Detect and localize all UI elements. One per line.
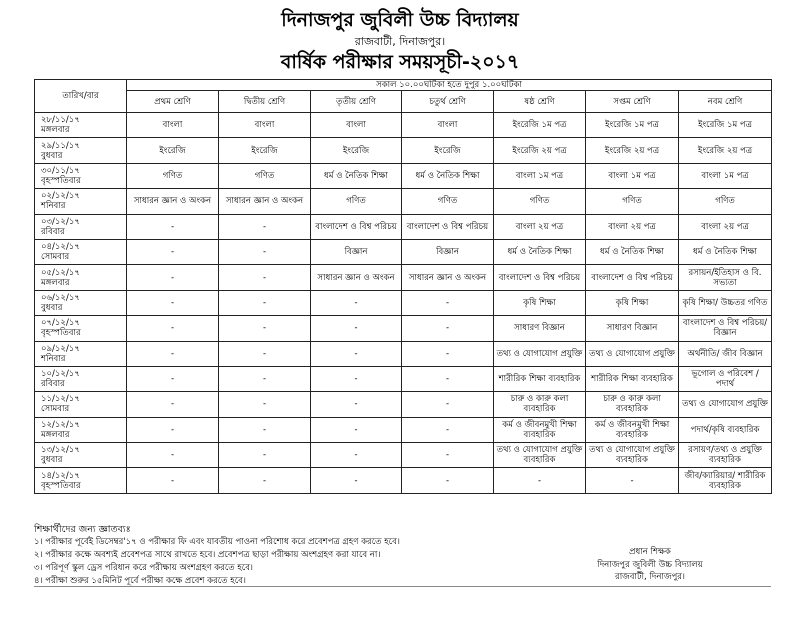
subject-cell: তথ্য ও যোগাযোগ প্রযুক্তি ব্যবহারিক <box>494 443 586 468</box>
exam-date: ০৭/১২/১৭ <box>41 318 80 329</box>
subject-cell: - <box>494 468 586 493</box>
subject-cell: সাধারন জ্ঞান ও অংকন <box>127 189 219 214</box>
subject-cell: বাংলাদেশ ও বিশ্ব পরিচয় <box>402 214 494 239</box>
subject-cell: - <box>127 341 219 366</box>
page-title: বার্ষিক পরীক্ষার সময়সূচী-২০১৭ <box>280 51 520 73</box>
exam-date: ০৬/১২/১৭ <box>41 292 80 303</box>
table-row <box>35 366 772 391</box>
table-row <box>35 239 772 264</box>
divider <box>34 586 771 587</box>
subject-cell: - <box>402 392 494 417</box>
subject-cell: - <box>219 366 311 391</box>
subject-cell: সাধারণ বিজ্ঞান <box>586 316 679 341</box>
subject-cell: - <box>219 417 311 442</box>
subject-cell: - <box>127 316 219 341</box>
table-row <box>35 341 772 366</box>
exam-date: ১১/১২/১৭ <box>41 394 80 405</box>
signature-address: রাজবাটী, দিনাজপুর। <box>615 572 685 582</box>
subject-cell: গণিত <box>586 189 679 214</box>
subject-cell: জীব/ক্যারিয়ার/ শারীরিক ব্যবহারিক <box>679 468 772 493</box>
date-cell <box>35 417 127 442</box>
subject-cell: - <box>311 392 402 417</box>
subject-cell: শারীরিক শিক্ষা ব্যবহারিক <box>494 366 586 391</box>
date-cell <box>35 163 127 188</box>
subject-cell: - <box>127 366 219 391</box>
subject-cell: ইংরেজি ১ম পত্র <box>494 113 586 138</box>
subject-cell: বাংলা <box>127 113 219 138</box>
subject-cell: - <box>127 290 219 315</box>
subject-cell: তথ্য ও যোগাযোগ প্রযুক্তি ব্যবহারিক <box>586 443 679 468</box>
subject-cell: তথ্য ও যোগাযোগ প্রযুক্তি <box>586 341 679 366</box>
subject-cell: কৃষি শিক্ষা/ উচ্চতর গণিত <box>679 290 772 315</box>
date-cell <box>35 265 127 290</box>
date-cell <box>35 138 127 163</box>
table-row <box>35 214 772 239</box>
subject-cell: অর্থনীতি/ জীব বিজ্ঞান <box>679 341 772 366</box>
subject-cell: ধর্ম ও নৈতিক শিক্ষা <box>402 163 494 188</box>
subject-cell: - <box>127 417 219 442</box>
subject-cell: - <box>402 316 494 341</box>
table-row <box>35 443 772 468</box>
class-header-row <box>35 91 772 113</box>
subject-cell: - <box>311 316 402 341</box>
subject-cell: ধর্ম ও নৈতিক শিক্ষা <box>586 239 679 264</box>
subject-cell: বাংলা <box>311 113 402 138</box>
subject-cell: সাধারন জ্ঞান ও অংকন <box>219 189 311 214</box>
subject-cell: - <box>127 214 219 239</box>
subject-cell: বাংলাদেশ ও বিশ্ব পরিচয় <box>311 214 402 239</box>
table-row <box>35 392 772 417</box>
exam-date: ০৫/১২/১৭ <box>41 267 80 278</box>
exam-day: বুধবার <box>41 150 63 161</box>
subject-cell: গণিত <box>679 189 772 214</box>
exam-day: রবিবার <box>41 379 65 390</box>
signature-role: প্রধান শিক্ষক <box>629 547 671 557</box>
subject-cell: - <box>402 341 494 366</box>
exam-day: মঙ্গলবার <box>41 429 70 440</box>
exam-day: বৃহস্পতিবার <box>41 175 81 186</box>
subject-cell: বাংলা ২য় পত্র <box>494 214 586 239</box>
class-header: চতুর্থ শ্রেণি <box>402 91 494 113</box>
subject-cell: গণিত <box>494 189 586 214</box>
exam-schedule-table <box>34 79 772 494</box>
exam-date: ০৩/১২/১৭ <box>41 216 80 227</box>
date-cell <box>35 316 127 341</box>
subject-cell: - <box>402 366 494 391</box>
subject-cell: - <box>127 443 219 468</box>
subject-cell: - <box>311 443 402 468</box>
subject-cell: ইংরেজি ১ম পত্র <box>679 113 772 138</box>
subject-cell: - <box>311 468 402 493</box>
subject-cell: বাংলা ২য় পত্র <box>679 214 772 239</box>
subject-cell: পদার্থ/কৃষি ব্যবহারিক <box>679 417 772 442</box>
class-header: তৃতীয় শ্রেণি <box>311 91 402 113</box>
table-row <box>35 290 772 315</box>
signature-block <box>560 546 740 584</box>
exam-date: ২৮/১১/১৭ <box>41 115 80 126</box>
subject-cell: ধর্ম ও নৈতিক শিক্ষা <box>679 239 772 264</box>
date-cell <box>35 113 127 138</box>
subject-cell: ইংরেজি <box>219 138 311 163</box>
date-cell <box>35 392 127 417</box>
subject-cell: - <box>219 443 311 468</box>
subject-cell: রসায়ণ/তথ্য ও প্রযুক্তি ব্যবহারিক <box>679 443 772 468</box>
subject-cell: - <box>127 392 219 417</box>
subject-cell: ইংরেজি ২য় পত্র <box>679 138 772 163</box>
subject-cell: চারু ও কারু কলা ব্যবহারিক <box>586 392 679 417</box>
subject-cell: তথ্য ও যোগাযোগ প্রযুক্তি <box>679 392 772 417</box>
table-row <box>35 265 772 290</box>
table-row <box>35 417 772 442</box>
subject-cell: বাংলা ১ম পত্র <box>586 163 679 188</box>
subject-cell: ধর্ম ও নৈতিক শিক্ষা <box>311 163 402 188</box>
school-name: দিনাজপুর জুবিলী উচ্চ বিদ্যালয় <box>281 9 519 31</box>
table-row <box>35 316 772 341</box>
date-cell <box>35 239 127 264</box>
subject-cell: - <box>219 290 311 315</box>
subject-cell: কর্ম ও জীবনমুখী শিক্ষা ব্যবহারিক <box>494 417 586 442</box>
subject-cell: কৃষি শিক্ষা <box>494 290 586 315</box>
subject-cell: - <box>311 341 402 366</box>
class-header: দ্বিতীয় শ্রেণি <box>219 91 311 113</box>
school-address: রাজবাটী, দিনাজপুর। <box>354 35 446 48</box>
subject-cell: বাংলা <box>402 113 494 138</box>
exam-day: বৃহস্পতিবার <box>41 480 81 491</box>
subject-cell: - <box>402 417 494 442</box>
table-row <box>35 468 772 493</box>
subject-cell: ইংরেজি ২য় পত্র <box>586 138 679 163</box>
class-header: নবম শ্রেণি <box>679 91 772 113</box>
date-cell <box>35 214 127 239</box>
class-header: প্রথম শ্রেণি <box>127 91 219 113</box>
date-cell <box>35 366 127 391</box>
subject-cell: ইংরেজি ১ম পত্র <box>586 113 679 138</box>
exam-date: ২৯/১১/১৭ <box>41 140 80 151</box>
subject-cell: - <box>127 239 219 264</box>
subject-cell: বাংলা ১ম পত্র <box>494 163 586 188</box>
subject-cell: ইংরেজি ২য় পত্র <box>494 138 586 163</box>
subject-cell: বিজ্ঞান <box>311 239 402 264</box>
exam-day: বুধবার <box>41 455 63 466</box>
date-cell <box>35 290 127 315</box>
note-item: ৩। পরিপূর্ণ স্কুল ড্রেস পরিধান করে পরীক্ষায় অংশগ্রহণ করতে হবে। <box>34 563 253 573</box>
note-item: ৪। পরীক্ষা শুরুর ১৫মিনিট পূর্বে পরীক্ষা কক্ষে প্রবেশ করতে হবে। <box>34 576 246 586</box>
exam-day: শনিবার <box>41 353 66 364</box>
subject-cell: বাংলা ১ম পত্র <box>679 163 772 188</box>
date-cell <box>35 443 127 468</box>
exam-date: ১২/১২/১৭ <box>41 419 80 430</box>
note-item: ১। পরীক্ষার পূর্বেই ডিসেম্বর'১৭ ও পরীক্ষার ফি এবং যাবতীয় পাওনা পরিশোধ করে প্রবেশপত্র গ্রহণ করতে হবে। <box>34 537 400 547</box>
subject-cell: ভূগোল ও পরিবেশ / পদার্থ <box>679 366 772 391</box>
subject-cell: কর্ম ও জীবনমুখী শিক্ষা ব্যবহারিক <box>586 417 679 442</box>
note-item: ২। পরীক্ষার কক্ষে অবশ্যই প্রবেশপত্র সাথে রাখতে হবে। প্রবেশপত্র ছাড়া পরীক্ষায় অংশগ্রহণ করা যাবে না। <box>34 550 381 560</box>
exam-day: সোমবার <box>41 252 70 263</box>
subject-cell: শারীরিক শিক্ষা ব্যবহারিক <box>586 366 679 391</box>
time-row <box>35 80 772 91</box>
subject-cell: - <box>219 392 311 417</box>
subject-cell: - <box>402 290 494 315</box>
table-row <box>35 113 772 138</box>
date-cell <box>35 341 127 366</box>
subject-cell: - <box>402 443 494 468</box>
table-row <box>35 163 772 188</box>
exam-day: বৃহস্পতিবার <box>41 328 81 339</box>
subject-cell: গণিত <box>219 163 311 188</box>
subject-cell: বাংলা ২য় পত্র <box>586 214 679 239</box>
subject-cell: - <box>219 468 311 493</box>
subject-cell: - <box>402 468 494 493</box>
subject-cell: ইংরেজি <box>127 138 219 163</box>
exam-day: মঙ্গলবার <box>41 125 70 136</box>
subject-cell: বিজ্ঞান <box>402 239 494 264</box>
subject-cell: - <box>586 468 679 493</box>
exam-date: ১৩/১২/১৭ <box>41 445 80 456</box>
subject-cell: সাধারণ বিজ্ঞান <box>494 316 586 341</box>
exam-day: সোমবার <box>41 404 70 415</box>
exam-time-note: সকাল ১০.০০ঘটিকা হতে দুপুর ১.০০ঘটিকা <box>127 80 772 91</box>
exam-date: ০৯/১২/১৭ <box>41 343 80 354</box>
subject-cell: - <box>219 316 311 341</box>
subject-cell: গণিত <box>311 189 402 214</box>
table-row <box>35 189 772 214</box>
subject-cell: - <box>127 468 219 493</box>
date-cell <box>35 468 127 493</box>
subject-cell: - <box>219 214 311 239</box>
subject-cell: সাধারন জ্ঞান ও অংকন <box>402 265 494 290</box>
exam-date: ১৪/১২/১৭ <box>41 470 80 481</box>
subject-cell: বাংলাদেশ ও বিশ্ব পরিচয় <box>586 265 679 290</box>
exam-date: ৩০/১১/১৭ <box>41 165 80 176</box>
subject-cell: - <box>311 366 402 391</box>
exam-day: শনিবার <box>41 201 66 212</box>
notes-heading: শিক্ষার্থীদের জন্য জ্ঞাতব্যঃ <box>34 524 131 535</box>
class-header: সপ্তম শ্রেণি <box>586 91 679 113</box>
subject-cell: - <box>311 417 402 442</box>
table-row <box>35 138 772 163</box>
subject-cell: তথ্য ও যোগাযোগ প্রযুক্তি <box>494 341 586 366</box>
signature-school: দিনাজপুর জুবিলী উচ্চ বিদ্যালয় <box>597 559 703 570</box>
date-column-header: তারিখ/বার <box>35 80 127 113</box>
subject-cell: সাধারন জ্ঞান ও অংকন <box>311 265 402 290</box>
subject-cell: ধর্ম ও নৈতিক শিক্ষা <box>494 239 586 264</box>
subject-cell: - <box>219 239 311 264</box>
subject-cell: - <box>127 265 219 290</box>
date-cell <box>35 189 127 214</box>
subject-cell: - <box>219 341 311 366</box>
subject-cell: গণিত <box>402 189 494 214</box>
subject-cell: রসায়ন/ইতিহাস ও বি. সভ্যতা <box>679 265 772 290</box>
subject-cell: - <box>219 265 311 290</box>
subject-cell: গণিত <box>127 163 219 188</box>
subject-cell: চারু ও কারু কলা ব্যবহারিক <box>494 392 586 417</box>
class-header: ষষ্ঠ শ্রেণি <box>494 91 586 113</box>
exam-day: মঙ্গলবার <box>41 277 70 288</box>
exam-day: বুধবার <box>41 302 63 313</box>
exam-day: রবিবার <box>41 226 65 237</box>
exam-date: ১০/১২/১৭ <box>41 369 80 380</box>
exam-date: ০৪/১২/১৭ <box>41 242 80 253</box>
exam-date: ০২/১২/১৭ <box>41 191 80 202</box>
subject-cell: বাংলাদেশ ও বিশ্ব পরিচয়/বিজ্ঞান <box>679 316 772 341</box>
subject-cell: কৃষি শিক্ষা <box>586 290 679 315</box>
subject-cell: ইংরেজি <box>402 138 494 163</box>
subject-cell: বাংলাদেশ ও বিশ্ব পরিচয় <box>494 265 586 290</box>
subject-cell: ইংরেজি <box>311 138 402 163</box>
notes-list <box>34 536 400 588</box>
subject-cell: - <box>311 290 402 315</box>
subject-cell: বাংলা <box>219 113 311 138</box>
